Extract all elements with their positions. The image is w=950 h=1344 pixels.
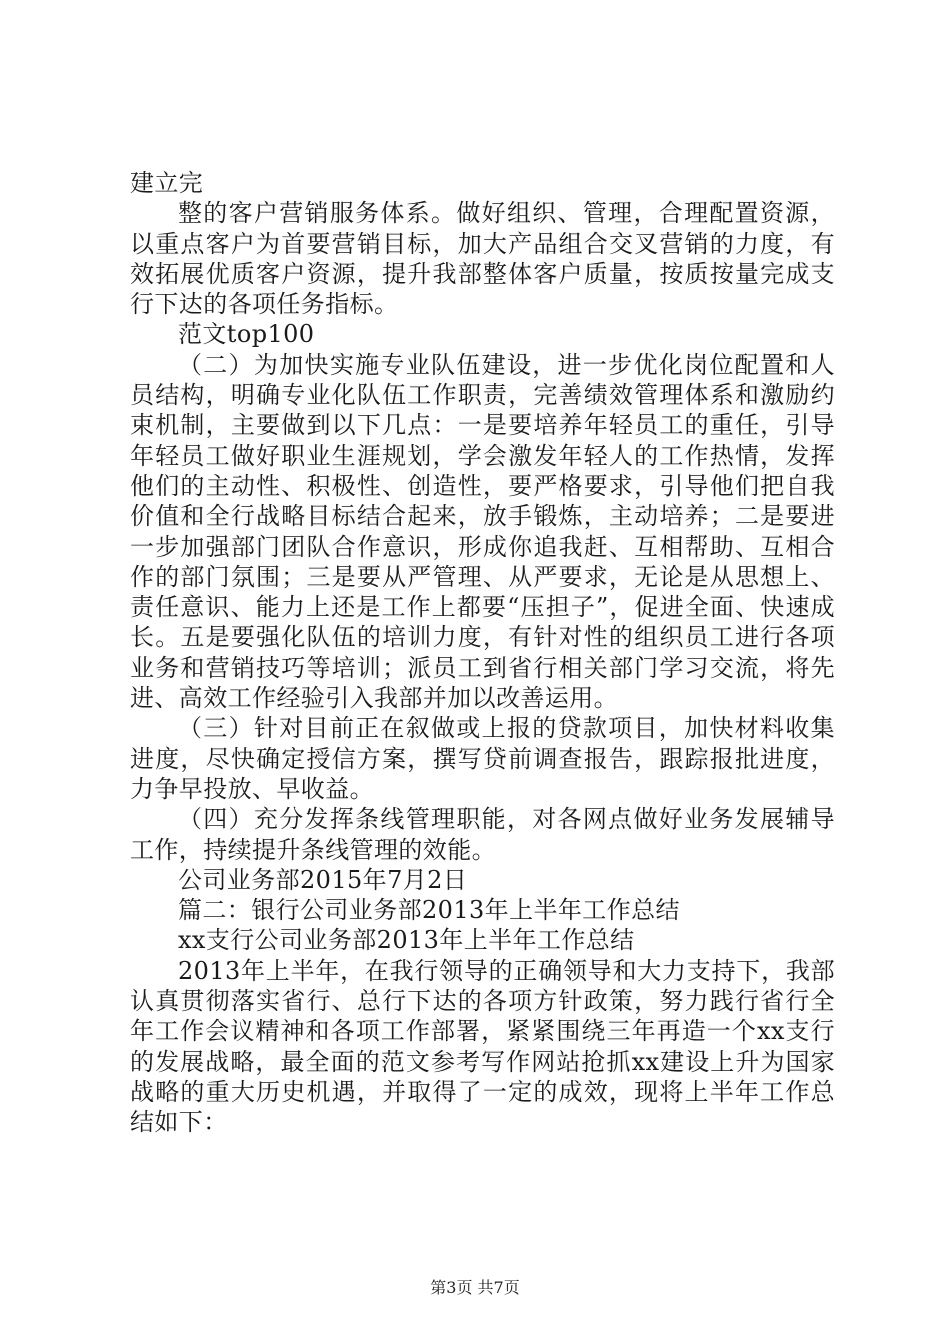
- paragraph-loan-projects: （三）针对目前正在叙做或上报的贷款项目，加快材料收集进度，尽快确定授信方案，撰写贷前调查报告，跟踪报批进度，力争早投放、早收益。: [130, 714, 835, 803]
- paragraph-heading-fragment: 建立完: [130, 169, 204, 197]
- paragraph-section-title: 篇二：银行公司业务部2013年上半年工作总结: [178, 896, 680, 925]
- paragraph-customer-marketing: 整的客户营销服务体系。做好组织、管理，合理配置资源，以重点客户为首要营销目标，加大产品组合交叉营销的力度，有效拓展优质客户资源，提升我部整体客户质量，按质按量完成支行下达的各项任务指标。: [130, 199, 835, 319]
- paragraph-signature-date: 公司业务部2015年7月2日: [178, 865, 468, 894]
- paragraph-report-title: xx支行公司业务部2013年上半年工作总结: [178, 926, 635, 955]
- paragraph-team-building: （二）为加快实施专业队伍建设，进一步优化岗位配置和人员结构，明确专业化队伍工作职责，完善绩效管理体系和激励约束机制，主要做到以下几点：一是要培养年轻员工的重任，引导年轻员工做好职业生涯规划，学会激发年轻人的工作热情，发挥他们的主动性、积极性、创造性，要严格要求，引导他们把自我价值和全行战略目标结合起来，放手锻炼，主动培养；二是要进一步加强部门团队合作意识，形成你追我赶、互相帮助、互相合作的部门氛围；三是要从严管理、从严要求，无论是从思想上、责任意识、能力上还是工作上都要“压担子”，促进全面、快速成长。五是要强化队伍的培训力度，有针对性的组织员工进行各项业务和营销技巧等培训；派员工到省行相关部门学习交流，将先进、高效工作经验引入我部并加以改善运用。: [130, 350, 835, 713]
- document-body: [130, 168, 835, 1138]
- paragraph-summary-intro: 2013年上半年，在我行领导的正确领导和大力支持下，我部认真贯彻落实省行、总行下达的各项方针政策，努力践行省行全年工作会议精神和各项工作部署，紧紧围绕三年再造一个xx支行的发展战略，最全面的范文参考写作网站抢抓xx建设上升为国家战略的重大历史机遇，并取得了一定的成效，现将上半年工作总结如下：: [130, 956, 835, 1137]
- page-number: 第3页 共7页: [430, 1278, 520, 1297]
- paragraph-watermark-text: 范文top100: [178, 320, 315, 349]
- paragraph-line-management: （四）充分发挥条线管理职能，对各网点做好业务发展辅导工作，持续提升条线管理的效能。: [130, 805, 835, 864]
- page-footer: [0, 1278, 950, 1298]
